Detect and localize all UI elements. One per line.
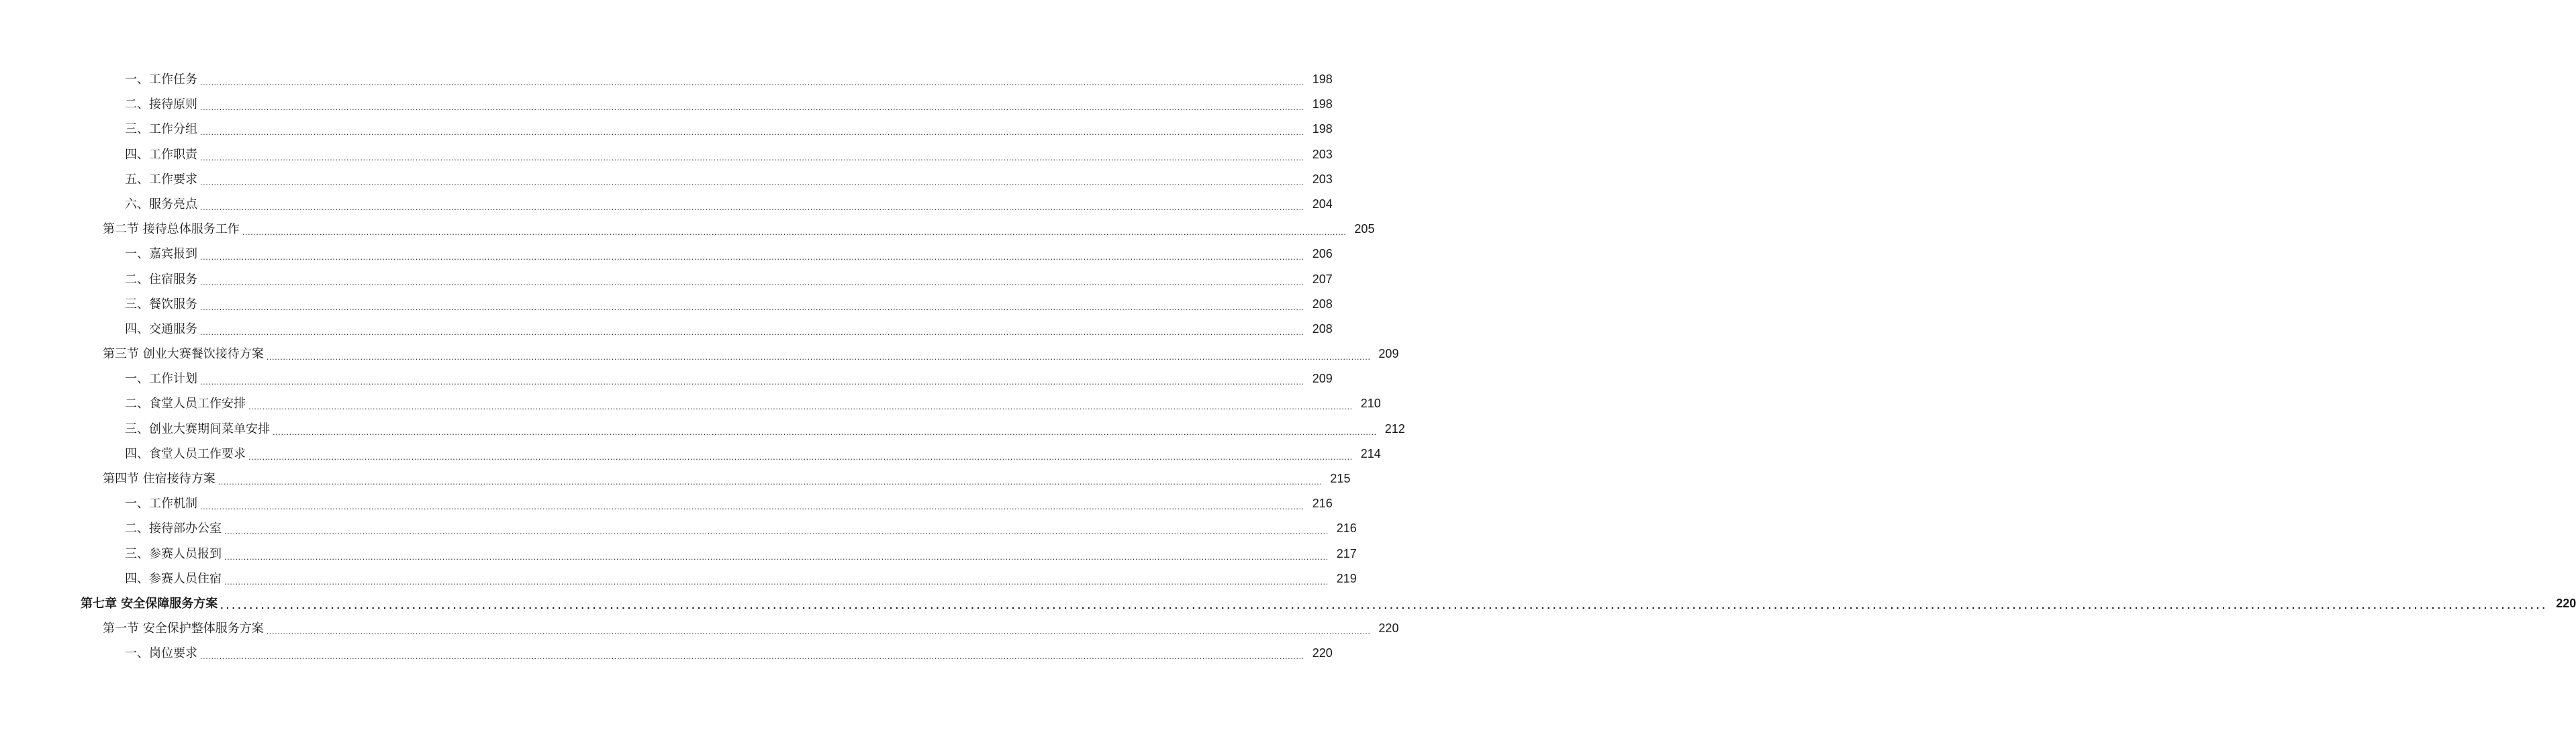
toc-page-number: 203 bbox=[1312, 172, 1333, 186]
toc-page-number: 205 bbox=[1354, 222, 1375, 236]
toc-entry-item[interactable] bbox=[0, 117, 1333, 142]
toc-entry-item[interactable] bbox=[0, 92, 1333, 117]
toc-entry-item[interactable] bbox=[0, 242, 1333, 266]
toc-entry-section[interactable] bbox=[0, 217, 1375, 242]
toc-leader-dots: ................................................................................................................................................................................................................................................................................................................................................................................................................ bbox=[224, 551, 1329, 562]
toc-page-number: 204 bbox=[1312, 197, 1333, 211]
toc-entry-label: 二、接待原则 bbox=[125, 97, 197, 112]
toc-leader-dots: ................................................................................................................................................................................................................................................................................................................................................................................................................ bbox=[248, 451, 1353, 462]
toc-entry-label: 三、餐饮服务 bbox=[125, 297, 197, 311]
toc-page-number: 208 bbox=[1312, 321, 1333, 336]
toc-leader-dots: ................................................................................................................................................................................................................................................................................................................................................................................................................ bbox=[200, 651, 1304, 662]
toc-page-number: 209 bbox=[1378, 347, 1399, 361]
toc-entry-label: 六、服务亮点 bbox=[125, 197, 197, 211]
toc-page-number: 198 bbox=[1312, 72, 1333, 86]
toc-page-number: 212 bbox=[1384, 421, 1405, 436]
toc-leader-dots: ................................................................................................................................................................................................................................................................................................................................................................................................................ bbox=[242, 227, 1347, 238]
toc-entry-label: 一、工作机制 bbox=[125, 497, 197, 511]
toc-page-number: 216 bbox=[1312, 497, 1333, 511]
toc-entry-item[interactable] bbox=[0, 366, 1333, 391]
toc-leader-dots: ................................................................................................................................................................................................................................................................................................................................................................................................................ bbox=[200, 102, 1304, 113]
toc-leader-dots: ................................................................................................................................................................................................................................................................................................................................................................................................................ bbox=[200, 152, 1304, 162]
toc-entry-label: 第一节 安全保护整体服务方案 bbox=[103, 621, 264, 636]
toc-page-number: 210 bbox=[1360, 397, 1381, 411]
toc-entry-label: 三、参赛人员报到 bbox=[125, 546, 222, 561]
toc-leader-dots: ................................................................................................................................................................................................................................................................................................................................................................................................................ bbox=[200, 201, 1304, 212]
toc-entry-item[interactable] bbox=[0, 292, 1333, 317]
toc-entry-label: 三、创业大赛期间菜单安排 bbox=[125, 421, 270, 436]
toc-leader-dots: ................................................................................................................................................................................................................................................................................................................................................................................................................ bbox=[200, 501, 1304, 512]
toc-leader-dots: ................................................................................................................................................................................................................................................................................................................................................................................................................ bbox=[200, 177, 1304, 187]
toc-leader-dots: ................................................................................................................................................................................................................................................................................................................................................................................................................ bbox=[200, 376, 1304, 387]
toc-leader-dots: ................................................................................................................................................................................................................................................................................................................................................................................................................ bbox=[224, 576, 1329, 587]
toc-leader-dots: ................................................................................................................................................................................................................................................................................................................................................................................................................ bbox=[200, 277, 1304, 287]
toc-page-number: 207 bbox=[1312, 272, 1333, 286]
toc-leader-dots: ................................................................................................................................................................................................................................................................................................................................................................................................................ bbox=[200, 301, 1304, 312]
toc-entry-label: 一、岗位要求 bbox=[125, 646, 197, 661]
toc-leader-dots: ................................................................................................................................................................................................................................................................................................................................................................................................................ bbox=[248, 401, 1353, 412]
toc-entry-label: 四、交通服务 bbox=[125, 321, 197, 336]
toc-page-number: 215 bbox=[1330, 472, 1351, 485]
toc-entry-label: 第四节 住宿接待方案 bbox=[103, 472, 216, 486]
toc-leader-dots: ................................................................................................................................................................................................................................................................................................................................................................................................................ bbox=[266, 626, 1371, 637]
toc-entry-item[interactable] bbox=[0, 317, 1333, 342]
toc-entry-item[interactable] bbox=[0, 67, 1333, 92]
toc-entry-item[interactable] bbox=[0, 192, 1333, 217]
toc-entry-section[interactable] bbox=[0, 342, 1399, 366]
toc-page-number: 220 bbox=[2556, 596, 2576, 610]
toc-entry-label: 第三节 创业大赛餐饮接待方案 bbox=[103, 347, 264, 362]
toc-leader-dots: ................................................................................................................................................................................................................................................................................................................................................................................................................ bbox=[200, 326, 1304, 337]
toc-page-number: 206 bbox=[1312, 247, 1333, 261]
toc-entry-label: 四、参赛人员住宿 bbox=[125, 571, 222, 586]
toc-entry-item[interactable] bbox=[0, 542, 1357, 566]
toc-entry-label: 第七章 安全保障服务方案 bbox=[81, 596, 218, 611]
toc-entry-label: 二、接待部办公室 bbox=[125, 521, 222, 536]
toc-entry-item[interactable] bbox=[0, 167, 1333, 192]
toc-leader-dots: ................................................................................................................................................................................................................................................................................................................................................................................................................ bbox=[220, 599, 2548, 611]
toc-entry-chapter[interactable] bbox=[0, 591, 2576, 616]
toc-entry-item[interactable] bbox=[0, 417, 1405, 442]
toc-page-number: 220 bbox=[1378, 621, 1399, 636]
toc-entry-item[interactable] bbox=[0, 641, 1333, 666]
toc-leader-dots: ................................................................................................................................................................................................................................................................................................................................................................................................................ bbox=[224, 526, 1329, 537]
toc-entry-label: 二、食堂人员工作安排 bbox=[125, 397, 246, 411]
table-of-contents bbox=[0, 67, 2576, 666]
toc-entry-item[interactable] bbox=[0, 442, 1381, 466]
toc-page-number: 220 bbox=[1312, 646, 1333, 660]
toc-leader-dots: ................................................................................................................................................................................................................................................................................................................................................................................................................ bbox=[266, 352, 1371, 362]
toc-page-number: 219 bbox=[1336, 571, 1357, 585]
toc-leader-dots: ................................................................................................................................................................................................................................................................................................................................................................................................................ bbox=[200, 77, 1304, 87]
toc-entry-label: 三、工作分组 bbox=[125, 122, 197, 137]
toc-entry-item[interactable] bbox=[0, 566, 1357, 591]
toc-entry-item[interactable] bbox=[0, 142, 1333, 167]
toc-entry-label: 五、工作要求 bbox=[125, 172, 197, 187]
toc-leader-dots: ................................................................................................................................................................................................................................................................................................................................................................................................................ bbox=[200, 127, 1304, 138]
toc-entry-label: 一、嘉宾报到 bbox=[125, 247, 197, 262]
toc-page-number: 217 bbox=[1336, 546, 1357, 560]
toc-leader-dots: ................................................................................................................................................................................................................................................................................................................................................................................................................ bbox=[218, 476, 1323, 487]
toc-entry-item[interactable] bbox=[0, 267, 1333, 292]
toc-entry-section[interactable] bbox=[0, 616, 1399, 641]
toc-entry-item[interactable] bbox=[0, 491, 1333, 516]
toc-entry-label: 四、工作职责 bbox=[125, 147, 197, 162]
toc-page-number: 214 bbox=[1360, 446, 1381, 460]
toc-entry-label: 一、工作任务 bbox=[125, 72, 197, 87]
toc-page-number: 198 bbox=[1312, 97, 1333, 111]
toc-leader-dots: ................................................................................................................................................................................................................................................................................................................................................................................................................ bbox=[273, 426, 1377, 437]
toc-page-number: 209 bbox=[1312, 372, 1333, 386]
toc-page-number: 203 bbox=[1312, 147, 1333, 161]
toc-page-number: 208 bbox=[1312, 297, 1333, 311]
toc-entry-section[interactable] bbox=[0, 466, 1351, 491]
toc-entry-label: 一、工作计划 bbox=[125, 372, 197, 387]
toc-page-number: 198 bbox=[1312, 122, 1333, 136]
toc-entry-item[interactable] bbox=[0, 391, 1381, 416]
toc-entry-label: 二、住宿服务 bbox=[125, 272, 197, 287]
toc-entry-label: 四、食堂人员工作要求 bbox=[125, 446, 246, 461]
toc-entry-label: 第二节 接待总体服务工作 bbox=[103, 222, 240, 237]
toc-page-number: 216 bbox=[1336, 521, 1357, 536]
toc-entry-item[interactable] bbox=[0, 516, 1357, 541]
toc-leader-dots: ................................................................................................................................................................................................................................................................................................................................................................................................................ bbox=[200, 252, 1304, 262]
